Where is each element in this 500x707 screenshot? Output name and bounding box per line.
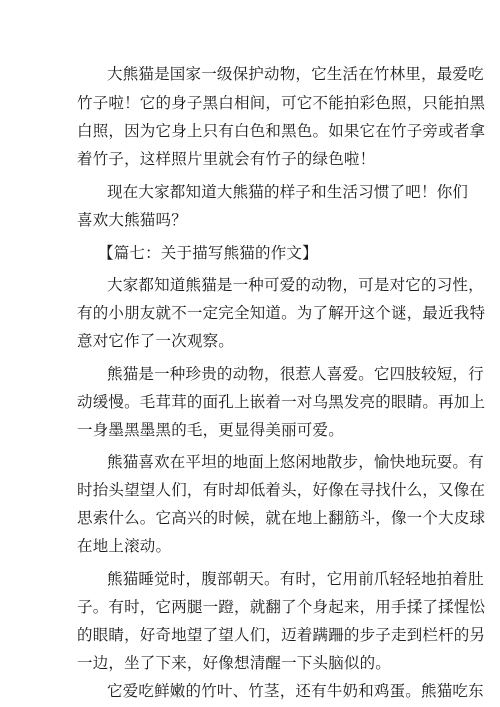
paragraph-7-line-1: 它爱吃鲜嫩的竹叶、竹茎，还有牛奶和鸡蛋。熊猫吃东: [107, 682, 484, 700]
paragraph-3-line-2: 有的小朋友就不一定完全知道。为了解开这个谜，最近我特: [77, 303, 486, 322]
paragraph-1-line-4: 着竹子，这样照片里就会有竹子的绿色啦！: [77, 150, 376, 169]
paragraph-3-line-1: 大家都知道熊猫是一种可爱的动物，可是对它的习性，: [107, 275, 484, 294]
paragraph-1-line-2: 竹子啦！它的身子黑白相间，可它不能拍彩色照，只能拍黑: [77, 94, 486, 112]
paragraph-5-line-3: 思索什么。它高兴的时候，就在地上翻筋斗，像一个大皮球: [77, 508, 486, 527]
paragraph-2-line-1: 现在大家都知道大熊猫的样子和生活习惯了吧！你们: [107, 183, 469, 201]
paragraph-5-line-1: 熊猫喜欢在平坦的地面上悠闲地散步，愉快地玩耍。有: [107, 452, 484, 471]
paragraph-2-line-2: 喜欢大熊猫吗？: [77, 211, 187, 230]
paragraph-4-line-1: 熊猫是一种珍贵的动物，很惹人喜爱。它四肢较短，行: [107, 364, 484, 383]
paragraph-6-line-3: 的眼睛，好奇地望了望人们，迈着蹒跚的步子走到栏杆的另: [77, 625, 486, 644]
paragraph-5-line-2: 时抬头望望人们，有时却低着头，好像在寻找什么，又像在: [77, 480, 486, 499]
section-heading: 【篇七：关于描写熊猫的作文】: [98, 243, 318, 262]
paragraph-1-line-1: 大熊猫是国家一级保护动物，它生活在竹林里，最爱吃: [107, 65, 484, 83]
paragraph-3-line-3: 意对它作了一次观察。: [77, 331, 235, 350]
paragraph-5-line-4: 在地上滚动。: [77, 536, 172, 555]
paragraph-6-line-2: 子。有时，它两腿一蹬，就翻了个身起来，用手揉了揉惺忪: [77, 597, 486, 616]
paragraph-4-line-3: 一身墨黑墨黑的毛，更显得美丽可爱。: [77, 420, 344, 439]
paragraph-6-line-1: 熊猫睡觉时，腹部朝天。有时，它用前爪轻轻地拍着肚: [107, 569, 484, 588]
paragraph-1-line-3: 白照，因为它身上只有白色和黑色。如果它在竹子旁或者拿: [77, 122, 486, 141]
paragraph-4-line-2: 动缓慢。毛茸茸的面孔上嵌着一对乌黑发亮的眼睛。再加上: [77, 392, 486, 411]
paragraph-6-line-4: 一边，坐了下来，好像想清醒一下头脑似的。: [77, 653, 392, 672]
